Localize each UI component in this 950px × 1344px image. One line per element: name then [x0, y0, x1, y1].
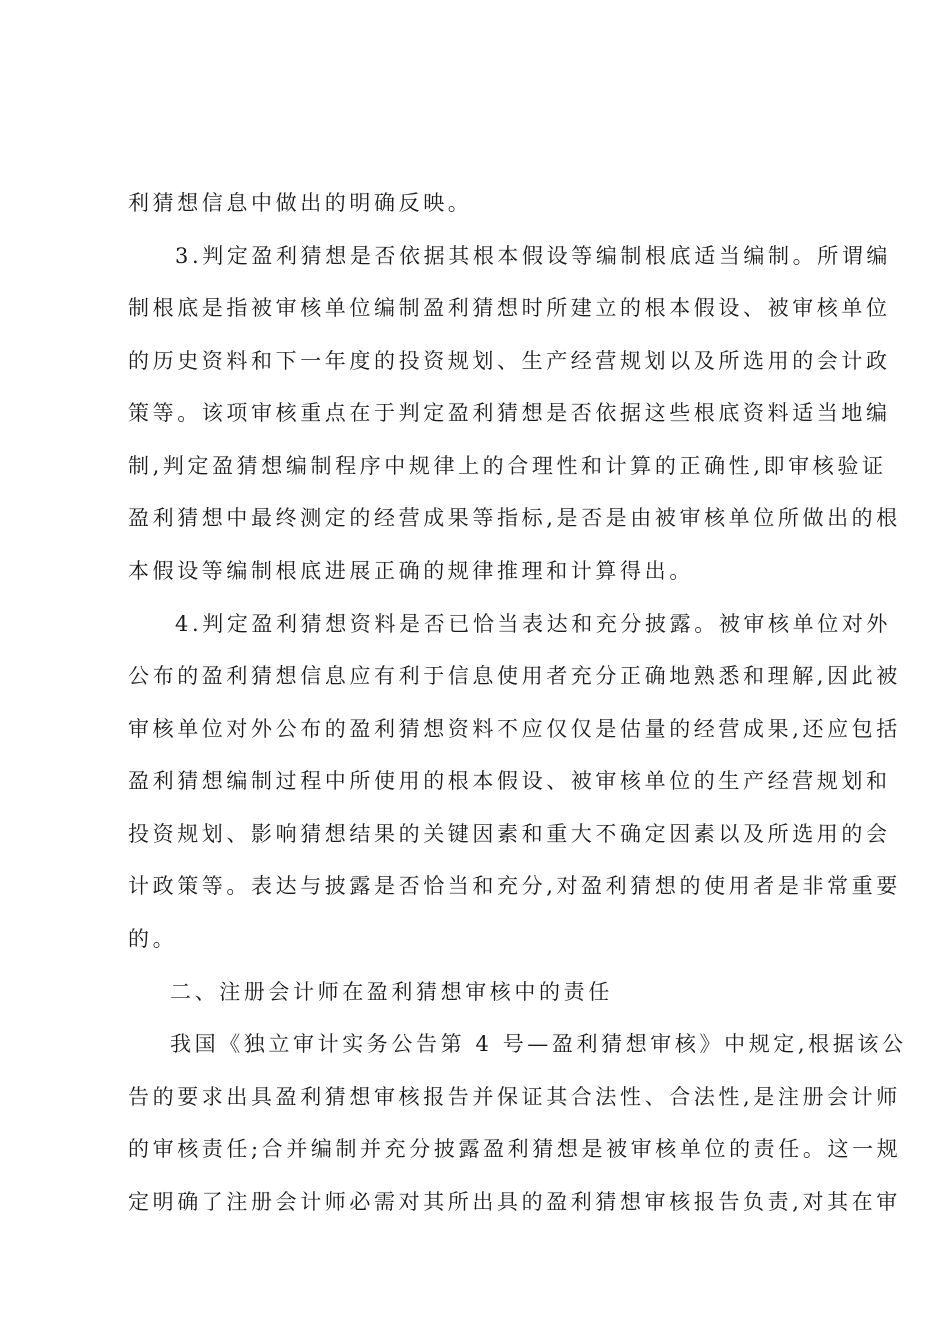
text-line: 审核单位对外公布的盈利猜想资料不应仅仅是估量的经营成果,还应包括	[128, 717, 901, 741]
paragraph-3-line: 3.判定盈利猜想是否依据其根本假设等编制根底适当编制。所谓编	[175, 244, 892, 268]
text-line: 计政策等。表达与披露是否恰当和充分,对盈利猜想的使用者是非常重要	[128, 874, 901, 898]
text-line: 制,判定盈猜想编制程序中规律上的合理性和计算的正确性,即审核验证	[128, 454, 887, 478]
text-line: 我国《独立审计实务公告第 4 号—盈利猜想审核》中规定,根据该公	[170, 1032, 907, 1056]
text-line: 告的要求出具盈利猜想审核报告并保证其合法性、合法性,是注册会计师	[128, 1085, 901, 1109]
text-line: 的历史资料和下一年度的投资规划、生产经营规划以及所选用的会计政	[128, 349, 891, 373]
text-line: 定明确了注册会计师必需对其所出具的盈利猜想审核报告负责,对其在审	[128, 1190, 901, 1214]
text-line: 的。	[128, 927, 178, 951]
text-line: 投资规划、影响猜想结果的关键因素和重大不确定因素以及所选用的会	[128, 822, 891, 846]
paragraph-4-line: 4.判定盈利猜想资料是否已恰当表达和充分披露。被审核单位对外	[175, 612, 892, 636]
text-line: 利猜想信息中做出的明确反映。	[128, 191, 473, 215]
text-line: 的审核责任;合并编制并充分披露盈利猜想是被审核单位的责任。这一规	[128, 1137, 902, 1161]
text-line: 盈利猜想编制过程中所使用的根本假设、被审核单位的生产经营规划和	[128, 769, 891, 793]
text-line: 盈利猜想中最终测定的经营成果等指标,是否是由被审核单位所做出的根	[128, 506, 901, 530]
text-line: 本假设等编制根底进展正确的规律推理和计算得出。	[128, 559, 694, 583]
text-line: 策等。该项审核重点在于判定盈利猜想是否依据这些根底资料适当地编	[128, 401, 891, 425]
text-line: 制根底是指被审核单位编制盈利猜想时所建立的根本假设、被审核单位	[128, 296, 891, 320]
section-heading: 二、注册会计师在盈利猜想审核中的责任	[170, 980, 613, 1004]
text-line: 公布的盈利猜想信息应有利于信息使用者充分正确地熟悉和理解,因此被	[128, 664, 901, 688]
